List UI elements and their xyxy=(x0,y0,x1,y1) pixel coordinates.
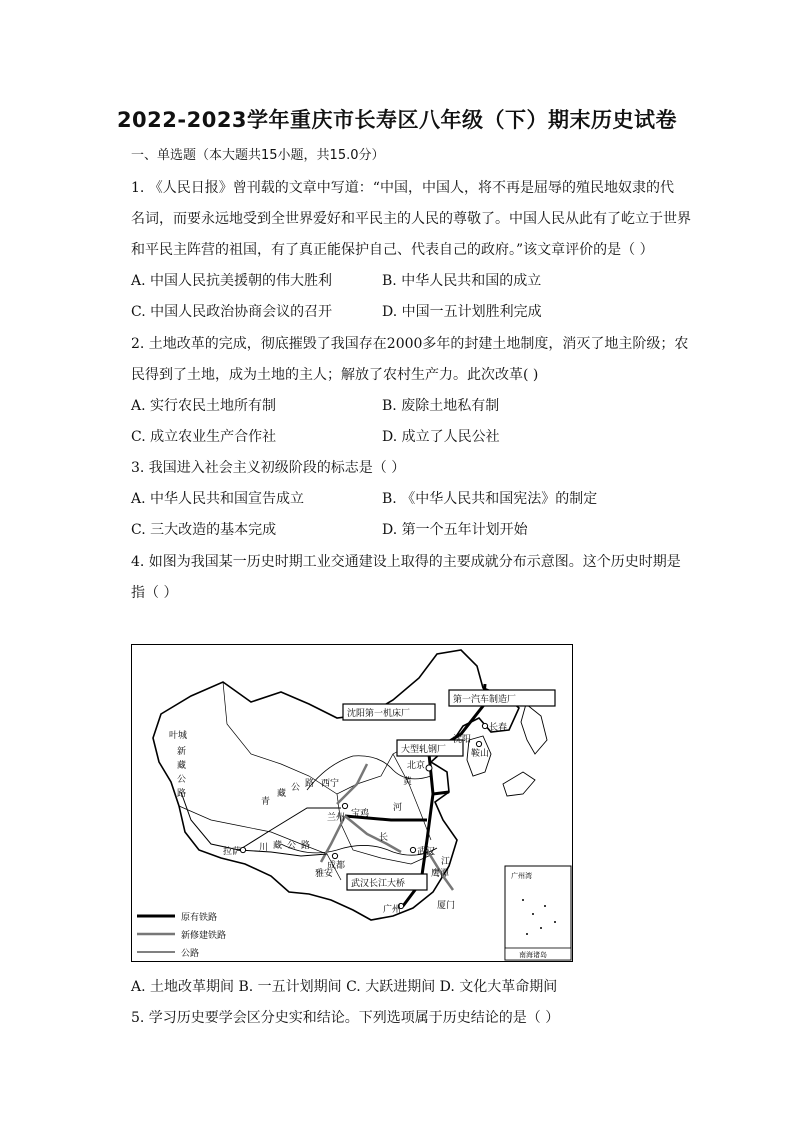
q2-option-d: D. 成立了人民公社 xyxy=(382,429,500,445)
q1-option-d: D. 中国一五计划胜利完成 xyxy=(382,304,542,320)
q3-line-1: 3. 我国进入社会主义初级阶段的标志是（ ） xyxy=(131,460,406,476)
q2-option-b: B. 废除土地私有制 xyxy=(382,398,500,414)
map-city-label: 北京 xyxy=(407,761,426,771)
map-text: 公 xyxy=(291,783,301,793)
map-box-label: 第一汽车制造厂 xyxy=(453,695,517,705)
map-box-label: 沈阳第一机床厂 xyxy=(347,709,411,719)
map-text: 藏 xyxy=(277,789,287,799)
q1-line-1: 1. 《人民日报》曾刊载的文章中写道：“中国，中国人，将不再是屈辱的殖民地奴隶的代 xyxy=(131,180,674,196)
q1-option-a: A. 中国人民抗美援朝的伟大胜利 xyxy=(131,273,333,289)
map-text: 路 xyxy=(301,841,311,851)
legend-item-highway: 公路 xyxy=(181,949,200,959)
map-text: 江 xyxy=(441,857,451,867)
map-text: 公 xyxy=(287,841,297,851)
q2-option-a: A. 实行农民土地所有制 xyxy=(131,398,277,414)
map-city-label: 长春 xyxy=(489,723,508,733)
map-text: 藏 xyxy=(273,841,283,851)
q5-line-1: 5. 学习历史要学会区分史实和结论。下列选项属于历史结论的是（ ） xyxy=(131,1010,560,1026)
map-city-label: 叶城 xyxy=(169,731,188,741)
q2-option-c: C. 成立农业生产合作社 xyxy=(131,429,277,445)
map-text: 广州湾 xyxy=(511,872,532,880)
q3-option-a: A. 中华人民共和国宣告成立 xyxy=(131,491,305,507)
q2-line-1: 2. 土地改革的完成，彻底摧毁了我国存在2000多年的封建土地制度，消灭了地主阶级；农 xyxy=(131,336,689,352)
map-text: 青 xyxy=(261,797,271,807)
map-text: 南海诸岛 xyxy=(519,951,547,959)
q1-line-2: 名词，而要永远地受到全世界爱好和平民主的人民的尊敬了。中国人民从此有了屹立于世界 xyxy=(131,211,691,227)
map-city-label: 广州 xyxy=(383,905,402,915)
q4-line-2: 指（ ） xyxy=(131,585,178,601)
map-text: 路 xyxy=(305,779,315,789)
q3-option-c: C. 三大改造的基本完成 xyxy=(131,522,277,538)
map-text: 藏 xyxy=(177,761,187,771)
map-text: 河 xyxy=(393,803,403,813)
map-city-label: 拉萨 xyxy=(223,847,242,857)
q1-option-b: B. 中华人民共和国的成立 xyxy=(382,273,542,289)
map-text: 公 xyxy=(177,775,187,785)
q4-line-1: 4. 如图为我国某一历史时期工业交通建设上取得的主要成就分布示意图。这个历史时期是 xyxy=(131,554,681,570)
map-city-label: 雅安 xyxy=(315,869,334,879)
map-city-label: 武汉 xyxy=(417,847,436,857)
map-text: 黄 xyxy=(403,777,413,787)
map-text: 新 xyxy=(177,747,187,757)
map-city-label: 沈阳 xyxy=(453,735,472,745)
page-title: 2022-2023学年重庆市长寿区八年级（下）期末历史试卷 xyxy=(116,108,678,132)
q3-option-b: B. 《中华人民共和国宪法》的制定 xyxy=(382,491,598,507)
map-city-label: 厦门 xyxy=(437,901,456,911)
map-text: 长 xyxy=(379,833,389,843)
q2-line-2: 民得到了土地，成为土地的主人；解放了农村生产力。此次改革( ) xyxy=(131,367,539,383)
q3-option-d: D. 第一个五年计划开始 xyxy=(382,522,528,538)
map-text: 川 xyxy=(259,843,269,853)
map-city-label: 宝鸡 xyxy=(351,809,370,819)
map-city-label: 西宁 xyxy=(321,779,340,789)
q4-options: A. 土地改革期间 B. 一五计划期间 C. 大跃进期间 D. 文化大革命期间 xyxy=(131,979,558,995)
legend-item-existing-railway: 原有铁路 xyxy=(181,913,218,923)
map-box-label: 大型轧钢厂 xyxy=(401,745,447,755)
q1-option-c: C. 中国人民政治协商会议的召开 xyxy=(131,304,333,320)
map-city-label: 兰州 xyxy=(327,813,346,823)
map-box-label: 武汉长江大桥 xyxy=(351,879,406,889)
map-city-label: 鞍山 xyxy=(471,749,490,759)
q1-line-3: 和平民主阵营的祖国，有了真正能保护自己、代表自己的政府。”该文章评价的是（ ） xyxy=(131,242,654,258)
map-city-label: 成都 xyxy=(327,861,346,871)
china-industry-map xyxy=(131,644,573,962)
map-city-label: 鹰潭 xyxy=(431,869,450,879)
map-text: 路 xyxy=(177,789,187,799)
section-heading: 一、单选题（本大题共15小题，共15.0分） xyxy=(131,148,385,163)
legend-item-new-railway: 新修建铁路 xyxy=(181,931,227,941)
